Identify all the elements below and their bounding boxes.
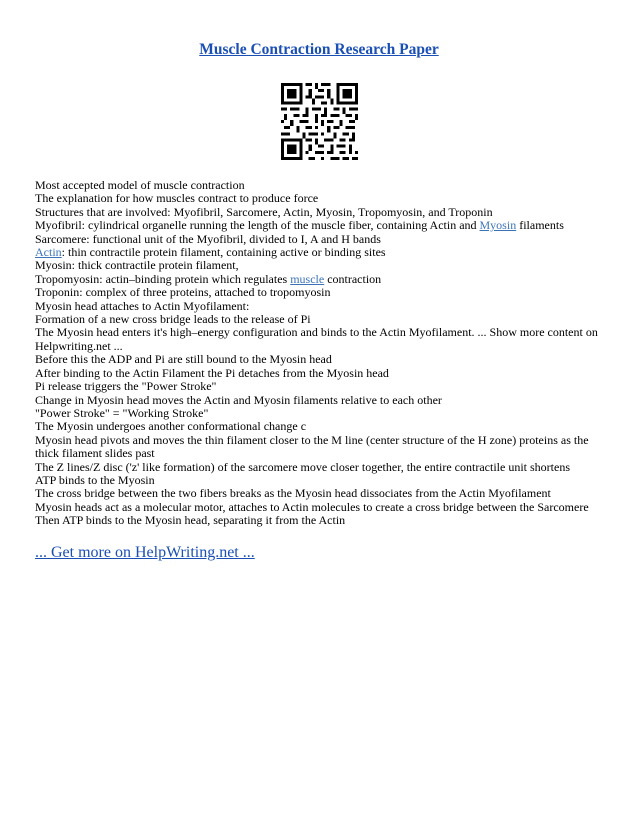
title-link[interactable]: Muscle Contraction Research Paper xyxy=(199,41,439,58)
text-line xyxy=(35,219,605,232)
muscle-link[interactable]: muscle xyxy=(290,271,325,286)
text-line: Myosin head pivots and moves the thin filament closer to the M line (center structure of the H zone) proteins as the thick filament slides past xyxy=(35,432,589,461)
text-line: Sarcomere: functional unit of the Myofibril, divided to I, A and H bands xyxy=(35,231,381,246)
text-line: The explanation for how muscles contract to produce force xyxy=(35,191,319,206)
page-title xyxy=(0,40,638,60)
get-more-link[interactable]: ... Get more on HelpWriting.net ... xyxy=(35,544,255,561)
text-line: The Myosin head enters it's high–energy configuration and binds to the Actin Myofilament. ... Show more content on Helpwriting.net ... xyxy=(35,325,598,353)
text-segment: filaments xyxy=(516,218,564,233)
text-line: Structures that are involved: Myofibril, Sarcomere, Actin, Myosin, Tropomyosin, and Troponin xyxy=(35,204,493,219)
qr-code-icon xyxy=(281,83,358,160)
text-line: Formation of a new cross bridge leads to the release of Pi xyxy=(35,312,311,327)
text-line: The Myosin undergoes another conformational change c xyxy=(35,419,307,434)
text-line: Most accepted model of muscle contraction xyxy=(35,178,245,192)
text-line: Change in Myosin head moves the Actin and Myosin filaments relative to each other xyxy=(35,392,442,407)
text-segment: Tropomyosin: actin–binding protein which regulates xyxy=(35,271,291,286)
text-line: Troponin: complex of three proteins, attached to tropomyosin xyxy=(35,285,331,300)
text-line: ATP binds to the Myosin xyxy=(35,472,155,487)
text-line: Then ATP binds to the Myosin head, separating it from the Actin xyxy=(35,513,346,528)
text-line: Myosin: thick contractile protein filament, xyxy=(35,258,239,273)
text-line: "Power Stroke" = "Working Stroke" xyxy=(35,405,209,420)
text-line: The cross bridge between the two fibers breaks as the Myosin head dissociates from the Actin Myofilament xyxy=(35,486,551,501)
text-line: After binding to the Actin Filament the Pi detaches from the Myosin head xyxy=(35,365,389,380)
text-line: The Z lines/Z disc ('z' like formation) of the sarcomere move closer together, the entire contractile unit shortens xyxy=(35,459,570,474)
text-line: Myosin head attaches to Actin Myofilament: xyxy=(35,298,250,313)
document-body xyxy=(35,179,605,528)
text-line: Before this the ADP and Pi are still bound to the Myosin head xyxy=(35,352,332,367)
text-line: Pi release triggers the "Power Stroke" xyxy=(35,379,217,394)
text-segment: : thin contractile protein filament, containing active or binding sites xyxy=(61,245,386,260)
text-line xyxy=(35,246,605,259)
text-line xyxy=(35,273,605,286)
text-line: Myosin heads act as a molecular motor, attaches to Actin molecules to create a cross bridge between the Sarcomere xyxy=(35,499,589,514)
more-link-container xyxy=(35,543,255,563)
myosin-link[interactable]: Myosin xyxy=(479,218,517,233)
text-segment: contraction xyxy=(324,271,382,286)
actin-link[interactable]: Actin xyxy=(35,245,62,260)
text-segment: Myofibril: cylindrical organelle running the length of the muscle fiber, containing Actin and xyxy=(35,218,480,233)
